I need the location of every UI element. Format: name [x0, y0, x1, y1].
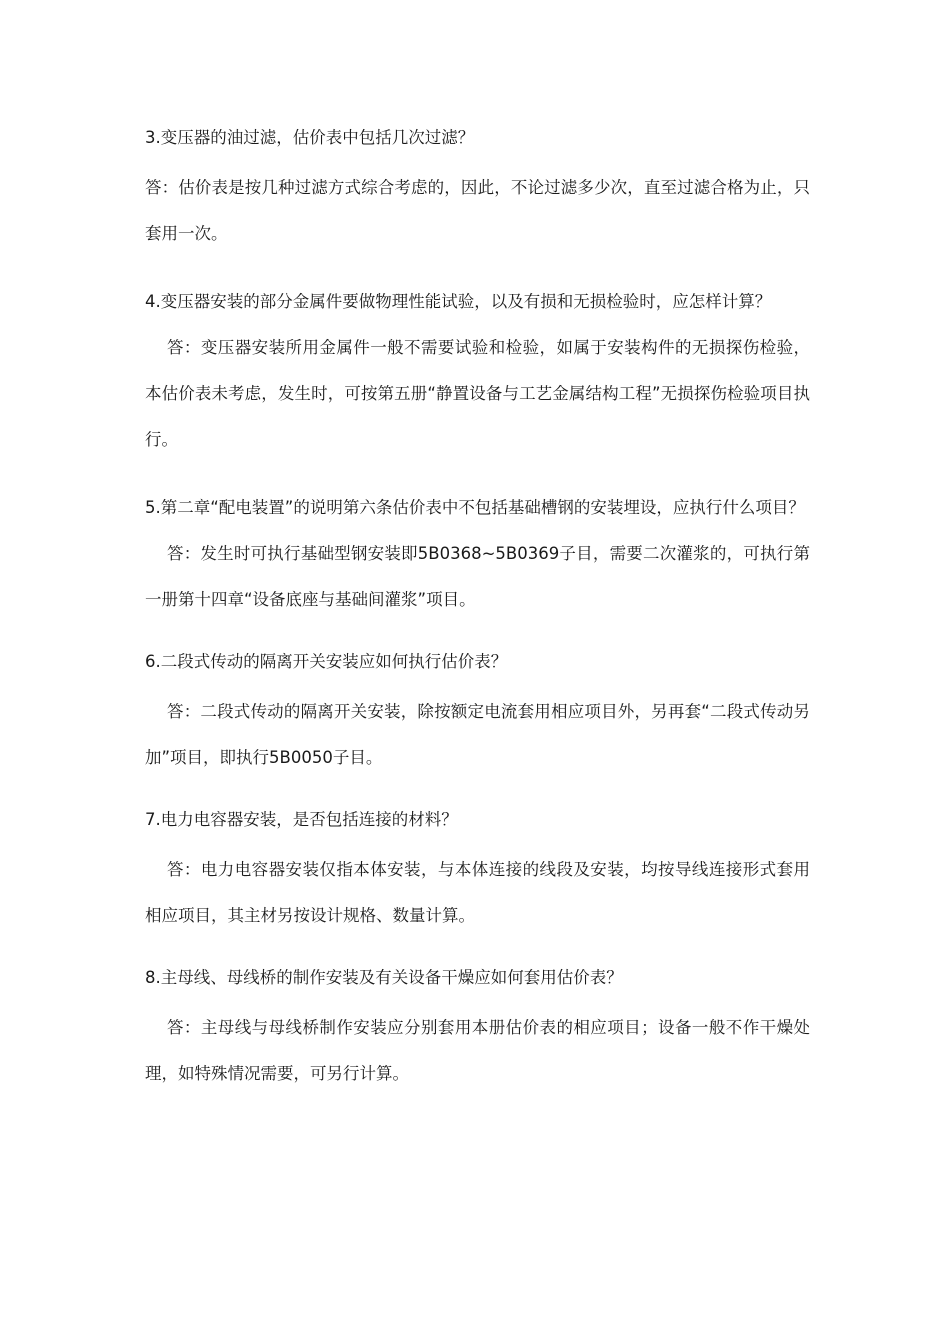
qa-item-8	[145, 961, 810, 1097]
answer-7: 答：电力电容器安装仅指本体安装，与本体连接的线段及安装，均按导线连接形式套用相应项目，其主材另按设计规格、数量计算。	[145, 860, 810, 925]
question-4: 4.变压器安装的部分金属件要做物理性能试验，以及有损和无损检验时，应怎样计算？	[145, 292, 772, 311]
question-7: 7.电力电容器安装，是否包括连接的材料？	[145, 810, 458, 829]
answer-4: 答：变压器安装所用金属件一般不需要试验和检验，如属于安装构件的无损探伤检验，本估价表未考虑，发生时，可按第五册“静置设备与工艺金属结构工程”无损探伤检验项目执行。	[145, 338, 810, 449]
answer-8: 答：主母线与母线桥制作安装应分别套用本册估价表的相应项目；设备一般不作干燥处理，如特殊情况需要，可另行计算。	[145, 1018, 810, 1083]
answer-5: 答：发生时可执行基础型钢安装即5B0368~5B0369子目，需要二次灌浆的，可执行第一册第十四章“设备底座与基础间灌浆”项目。	[145, 544, 810, 609]
qa-item-6	[145, 645, 810, 781]
qa-item-4	[145, 279, 810, 463]
question-5: 5.第二章“配电装置”的说明第六条估价表中不包括基础槽钢的安装埋设，应执行什么项目？	[145, 498, 805, 517]
question-8: 8.主母线、母线桥的制作安装及有关设备干燥应如何套用估价表？	[145, 968, 623, 987]
question-6: 6.二段式传动的隔离开关安装应如何执行估价表？	[145, 652, 508, 671]
document-body	[145, 121, 810, 1119]
question-3: 3.变压器的油过滤，估价表中包括几次过滤？	[145, 128, 475, 147]
answer-3: 答：估价表是按几种过滤方式综合考虑的，因此，不论过滤多少次，直至过滤合格为止，只套用一次。	[145, 178, 810, 243]
answer-6: 答：二段式传动的隔离开关安装，除按额定电流套用相应项目外，另再套“二段式传动另加”项目，即执行5B0050子目。	[145, 702, 810, 767]
qa-item-7	[145, 803, 810, 939]
qa-item-5	[145, 485, 810, 623]
qa-item-3	[145, 121, 810, 257]
